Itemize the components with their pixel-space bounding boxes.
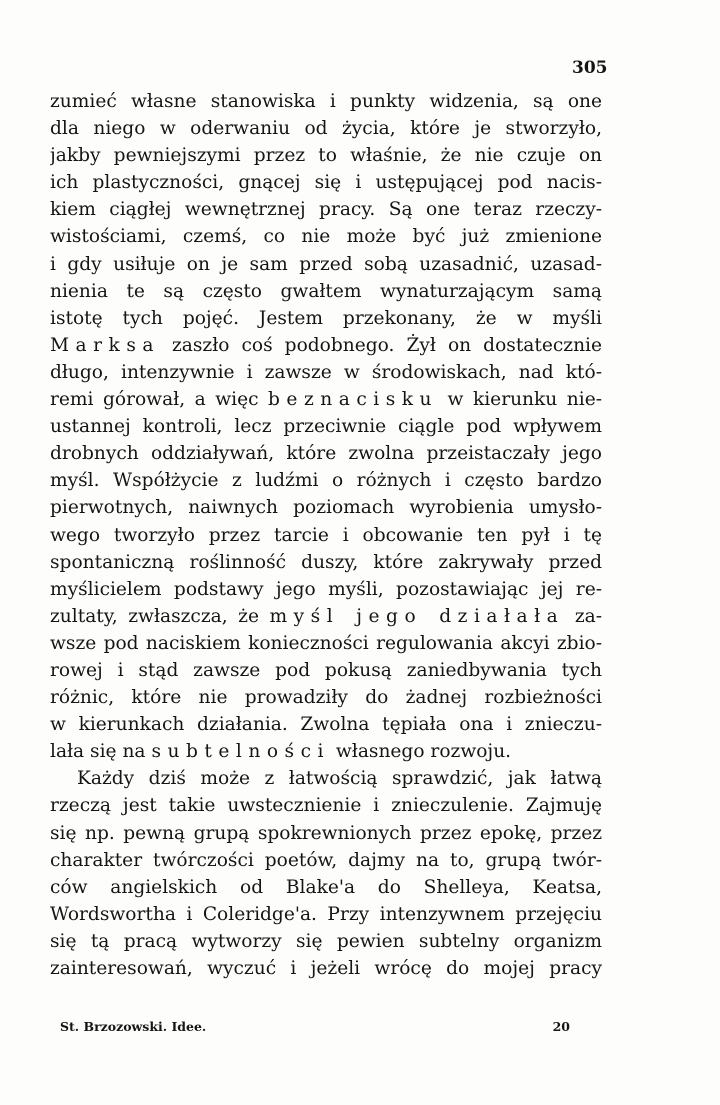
spaced-emphasis: subtelności: [151, 741, 330, 763]
text-line: [50, 955, 602, 982]
text-run: remi górował, a więc: [50, 389, 269, 411]
text-run: charakter twórczości poetów, dajmy na to, grupą twór-: [50, 849, 602, 871]
text-line: [50, 88, 602, 115]
text-run: Każdy dziś może z łatwością sprawdzić, jak łatwą: [77, 768, 602, 790]
text-run: dla niego w oderwaniu od życia, które je stworzyło,: [50, 118, 602, 140]
text-run: myślicielem podstawy jego myśli, pozostawiając jej re-: [50, 578, 602, 600]
text-run: wego tworzyło przez tarcie i obcowanie ten pył i tę: [50, 524, 602, 546]
text-run: nienia te są często gwałtem wynaturzającym samą: [50, 280, 602, 302]
text-line: [50, 928, 602, 955]
text-run: ców angielskich od Blake'a do Shelleya, Keatsa,: [50, 876, 602, 898]
text-run: lała się na: [50, 741, 152, 763]
text-run: długo, intenzywnie i zawsze w środowiskach, nad któ-: [50, 361, 602, 383]
text-line: [50, 576, 602, 603]
text-line: [50, 115, 602, 142]
text-line: [50, 413, 602, 440]
text-line: [50, 765, 602, 792]
body-text: [50, 88, 602, 982]
text-run: ustannej kontroli, lecz przeciwnie ciągle pod wpływem: [50, 416, 602, 438]
text-line: [50, 251, 602, 278]
text-line: [50, 440, 602, 467]
text-run: zultaty, zwłaszcza, że: [50, 605, 270, 627]
text-line: [50, 684, 602, 711]
text-line: [50, 386, 602, 413]
text-line: [50, 494, 602, 521]
text-line: [50, 305, 602, 332]
text-run: pierwotnych, naiwnych poziomach wyrobienia umysło-: [50, 497, 602, 519]
text-line: [50, 359, 602, 386]
text-line: [50, 522, 602, 549]
text-run: ich plastyczności, gnącej się i ustępującej pod nacis-: [50, 172, 602, 194]
text-line: [50, 738, 602, 765]
spaced-emphasis: myśl jego działała: [269, 605, 565, 627]
text-run: zainteresowań, wyczuć i jeżeli wrócę do mojej pracy: [50, 958, 602, 979]
text-line: [50, 332, 602, 359]
text-line: [50, 847, 602, 874]
text-run: drobnych oddziaływań, które zwolna przeistaczały jego: [50, 443, 602, 465]
text-run: się np. pewną grupą spokrewnionych przez epokę, przez: [50, 822, 602, 844]
text-line: [50, 630, 602, 657]
text-line: [50, 792, 602, 819]
text-run: się tą pracą wytworzy się pewien subtelny organizm: [50, 930, 602, 952]
spaced-emphasis: beznacisku: [268, 389, 439, 411]
text-run: spontaniczną roślinność duszy, które zakrywały przed: [50, 551, 602, 573]
text-line: [50, 196, 602, 223]
text-run: istotę tych pojęć. Jestem przekonany, że w myśli: [50, 307, 602, 329]
page-number: 305: [572, 58, 608, 78]
footer-sheet-number: 20: [552, 1019, 570, 1034]
text-run: różnic, które nie prowadziły do żadnej rozbieżności: [50, 687, 602, 709]
text-run: rzeczą jest takie uwstecznienie i znieczulenie. Zajmuję: [50, 795, 602, 817]
text-line: [50, 901, 602, 928]
text-line: [50, 603, 602, 630]
text-run: i gdy usiłuje on je sam przed sobą uzasadnić, uzasad-: [50, 253, 602, 275]
text-line: [50, 142, 602, 169]
text-line: [50, 711, 602, 738]
text-run: w kierunkach działania. Zwolna tępiała ona i znieczu-: [50, 714, 602, 736]
text-run: Wordswortha i Coleridge'a. Przy intenzywnem przejęciu: [50, 903, 602, 925]
text-line: [50, 657, 602, 684]
text-run: jakby pewniejszymi przez to właśnie, że nie czuje on: [50, 145, 602, 167]
text-run: kiem ciągłej wewnętrznej pracy. Są one teraz rzeczy-: [50, 199, 602, 221]
text-run: za-: [564, 605, 602, 627]
text-line: [50, 549, 602, 576]
text-line: [50, 467, 602, 494]
text-line: [50, 223, 602, 250]
text-run: w kierunku nie-: [438, 389, 602, 411]
text-line: [50, 169, 602, 196]
text-run: wsze pod naciskiem konieczności regulowania akcyi zbio-: [50, 632, 602, 654]
text-run: rowej i stąd zawsze pod pokusą zaniedbywania tych: [50, 659, 602, 681]
text-run: myśl. Współżycie z ludźmi o różnych i często bardzo: [50, 470, 602, 492]
text-line: [50, 874, 602, 901]
text-line: [50, 820, 602, 847]
page-footer: [60, 1019, 570, 1034]
text-run: zumieć własne stanowiska i punkty widzenia, są one: [50, 91, 602, 112]
text-run: własnego rozwoju.: [329, 741, 512, 763]
footer-signature: St. Brzozowski. Idee.: [60, 1019, 207, 1034]
spaced-emphasis: Marksa: [50, 334, 160, 356]
text-run: wistościami, czemś, co nie może być już zmienione: [50, 226, 602, 248]
text-run: zaszło coś podobnego. Żył on dostatecznie: [159, 334, 602, 356]
text-line: [50, 278, 602, 305]
